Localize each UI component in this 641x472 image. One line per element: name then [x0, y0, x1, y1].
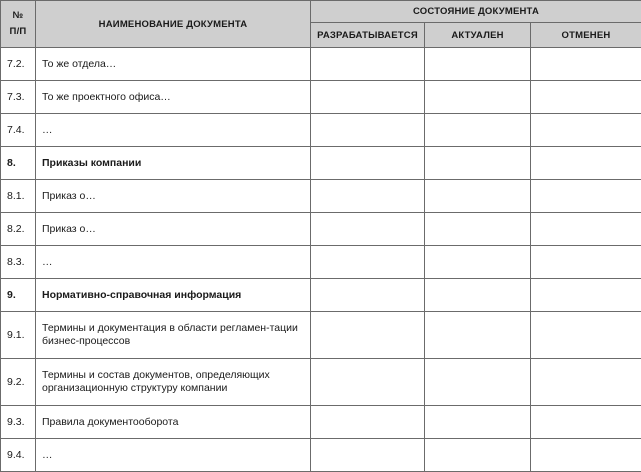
document-name: …	[36, 439, 311, 472]
state-in-development-cell	[311, 359, 425, 406]
section-row	[1, 279, 641, 312]
row-number: 8.2.	[1, 213, 36, 246]
row-number: 7.4.	[1, 114, 36, 147]
row-number: 8.3.	[1, 246, 36, 279]
state-cancelled-cell	[531, 48, 641, 81]
document-name-column-header: НАИМЕНОВАНИЕ ДОКУМЕНТА	[36, 1, 311, 48]
table-row	[1, 246, 641, 279]
document-state-group-header: СОСТОЯНИЕ ДОКУМЕНТА	[311, 1, 641, 23]
state-in-development-cell	[311, 312, 425, 359]
number-column-header	[1, 1, 36, 48]
state-in-development-cell	[311, 114, 425, 147]
row-number: 9.	[1, 279, 36, 312]
number-header-symbol: №	[12, 10, 24, 21]
state-in-development-cell	[311, 81, 425, 114]
row-number: 9.1.	[1, 312, 36, 359]
state-in-development-header: РАЗРАБАТЫВАЕТСЯ	[311, 23, 425, 48]
state-cancelled-cell	[531, 81, 641, 114]
section-title: Нормативно-справочная информация	[36, 279, 311, 312]
table-row	[1, 359, 641, 406]
row-number: 9.3.	[1, 406, 36, 439]
number-header-abbr: П/П	[9, 26, 27, 37]
state-in-development-cell	[311, 439, 425, 472]
state-actual-cell	[425, 406, 531, 439]
row-number: 7.3.	[1, 81, 36, 114]
table-row	[1, 180, 641, 213]
table-row	[1, 114, 641, 147]
state-actual-cell	[425, 359, 531, 406]
state-actual-cell	[425, 81, 531, 114]
state-cancelled-cell	[531, 439, 641, 472]
row-number: 9.4.	[1, 439, 36, 472]
state-actual-cell	[425, 114, 531, 147]
state-actual-cell	[425, 180, 531, 213]
state-cancelled-cell	[531, 147, 641, 180]
document-name: То же отдела…	[36, 48, 311, 81]
row-number: 9.2.	[1, 359, 36, 406]
state-actual-cell	[425, 48, 531, 81]
state-actual-header: АКТУАЛЕН	[425, 23, 531, 48]
state-in-development-cell	[311, 279, 425, 312]
state-in-development-cell	[311, 147, 425, 180]
state-cancelled-cell	[531, 279, 641, 312]
table-row	[1, 406, 641, 439]
table-row	[1, 312, 641, 359]
state-actual-cell	[425, 312, 531, 359]
state-actual-cell	[425, 147, 531, 180]
state-cancelled-cell	[531, 406, 641, 439]
section-row	[1, 147, 641, 180]
state-in-development-cell	[311, 246, 425, 279]
table-body	[1, 48, 641, 472]
table-row	[1, 439, 641, 472]
document-name: Приказ о…	[36, 180, 311, 213]
document-name: …	[36, 114, 311, 147]
document-name: Термины и документация в области регламен-тации бизнес-процессов	[36, 312, 311, 359]
state-actual-cell	[425, 439, 531, 472]
state-cancelled-cell	[531, 213, 641, 246]
document-name: …	[36, 246, 311, 279]
state-in-development-cell	[311, 180, 425, 213]
state-cancelled-cell	[531, 246, 641, 279]
section-title: Приказы компании	[36, 147, 311, 180]
table-row	[1, 81, 641, 114]
state-cancelled-header: ОТМЕНЕН	[531, 23, 641, 48]
document-name: Приказ о…	[36, 213, 311, 246]
table-row	[1, 213, 641, 246]
state-actual-cell	[425, 279, 531, 312]
state-cancelled-cell	[531, 359, 641, 406]
table-row	[1, 48, 641, 81]
state-in-development-cell	[311, 406, 425, 439]
row-number: 7.2.	[1, 48, 36, 81]
state-cancelled-cell	[531, 312, 641, 359]
row-number: 8.1.	[1, 180, 36, 213]
document-name: Правила документооборота	[36, 406, 311, 439]
document-name: Термины и состав документов, определяющих организационную структуру компании	[36, 359, 311, 406]
state-actual-cell	[425, 213, 531, 246]
document-name: То же проектного офиса…	[36, 81, 311, 114]
state-in-development-cell	[311, 213, 425, 246]
state-cancelled-cell	[531, 180, 641, 213]
state-in-development-cell	[311, 48, 425, 81]
state-actual-cell	[425, 246, 531, 279]
state-cancelled-cell	[531, 114, 641, 147]
row-number: 8.	[1, 147, 36, 180]
